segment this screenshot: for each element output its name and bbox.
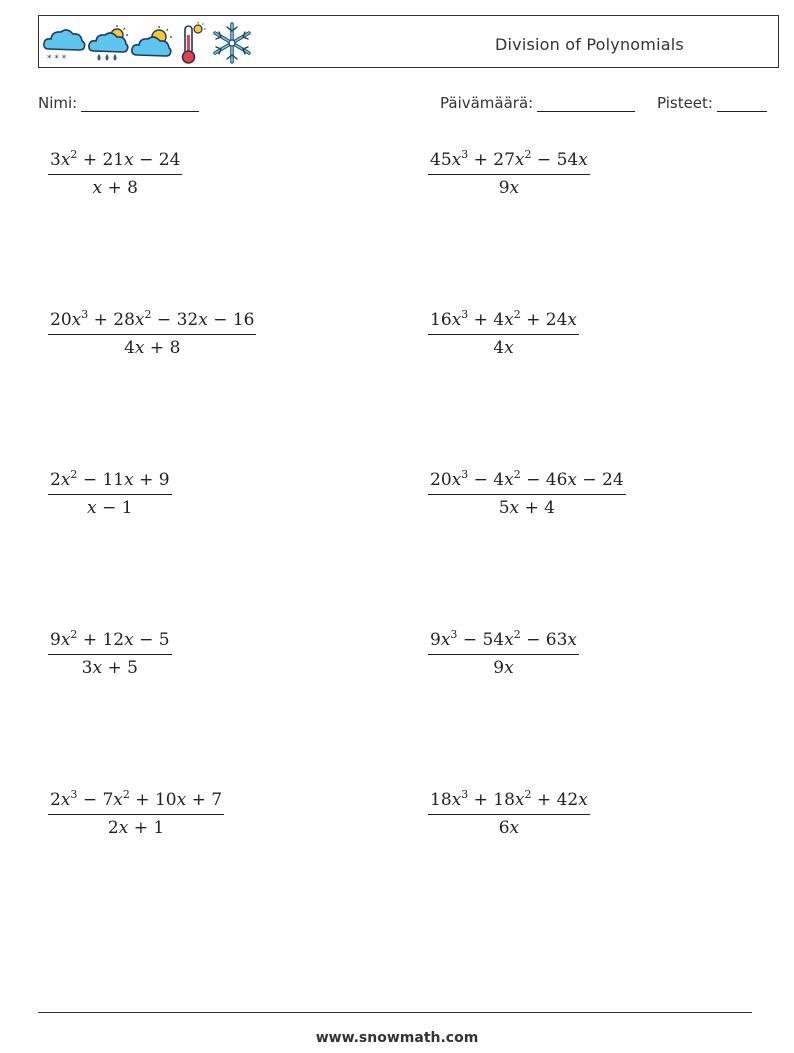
denominator: 3x + 5 <box>81 658 138 678</box>
numerator: $18x^3 + 18x^2 + 42x$ <box>428 790 590 815</box>
problem-8 <box>428 630 579 678</box>
numerator: $2x^3 - 7x^2 + 10x + 7$ <box>48 790 224 815</box>
name-field[interactable] <box>38 94 199 112</box>
problem-5 <box>48 470 172 518</box>
footer-divider <box>38 1012 752 1013</box>
header-box <box>38 15 779 68</box>
page-title: Division of Polynomials <box>495 35 684 54</box>
sun-cloud-icon <box>131 23 175 63</box>
problem-10 <box>428 790 590 838</box>
numerator: $3x^2 + 21x - 24$ <box>48 150 182 175</box>
problem-9 <box>48 790 224 838</box>
name-blank[interactable] <box>81 96 199 112</box>
numerator: $20x^3 - 4x^2 - 46x - 24$ <box>428 470 626 495</box>
footer-site-link[interactable]: www.snowmath.com <box>315 1030 479 1046</box>
denominator: x + 8 <box>92 178 138 198</box>
thermometer-icon <box>175 21 209 65</box>
problem-6 <box>428 470 626 518</box>
snow-cloud-icon <box>41 23 87 63</box>
name-label: Nimi: <box>38 94 78 112</box>
problem-2 <box>428 150 590 198</box>
denominator: 2x + 1 <box>107 818 165 838</box>
denominator: 9x <box>498 178 520 198</box>
weather-icons <box>41 20 255 66</box>
denominator: 4x + 8 <box>124 338 181 358</box>
numerator: $9x^3 - 54x^2 - 63x$ <box>428 630 579 655</box>
date-blank[interactable] <box>537 96 635 112</box>
svg-text:* * *: * * * <box>47 54 67 63</box>
problem-4 <box>428 310 579 358</box>
snowflake-icon <box>209 21 255 65</box>
denominator: 5x + 4 <box>498 498 555 518</box>
score-label: Pisteet: <box>657 94 713 112</box>
denominator: 4x <box>493 338 514 358</box>
numerator: $45x^3 + 27x^2 - 54x$ <box>428 150 590 175</box>
score-blank[interactable] <box>717 96 767 112</box>
rain-sun-cloud-icon <box>87 23 131 63</box>
problem-1 <box>48 150 182 198</box>
score-field[interactable] <box>657 94 767 112</box>
numerator: $16x^3 + 4x^2 + 24x$ <box>428 310 579 335</box>
numerator: $2x^2 - 11x + 9$ <box>48 470 172 495</box>
date-field[interactable] <box>440 94 635 112</box>
denominator: x − 1 <box>87 498 133 518</box>
numerator: $20x^3 + 28x^2 - 32x - 16$ <box>48 310 256 335</box>
problem-7 <box>48 630 172 678</box>
problem-3 <box>48 310 256 358</box>
denominator: 6x <box>498 818 520 838</box>
date-label: Päivämäärä: <box>440 94 534 112</box>
denominator: 9x <box>493 658 514 678</box>
numerator: $9x^2 + 12x - 5$ <box>48 630 172 655</box>
